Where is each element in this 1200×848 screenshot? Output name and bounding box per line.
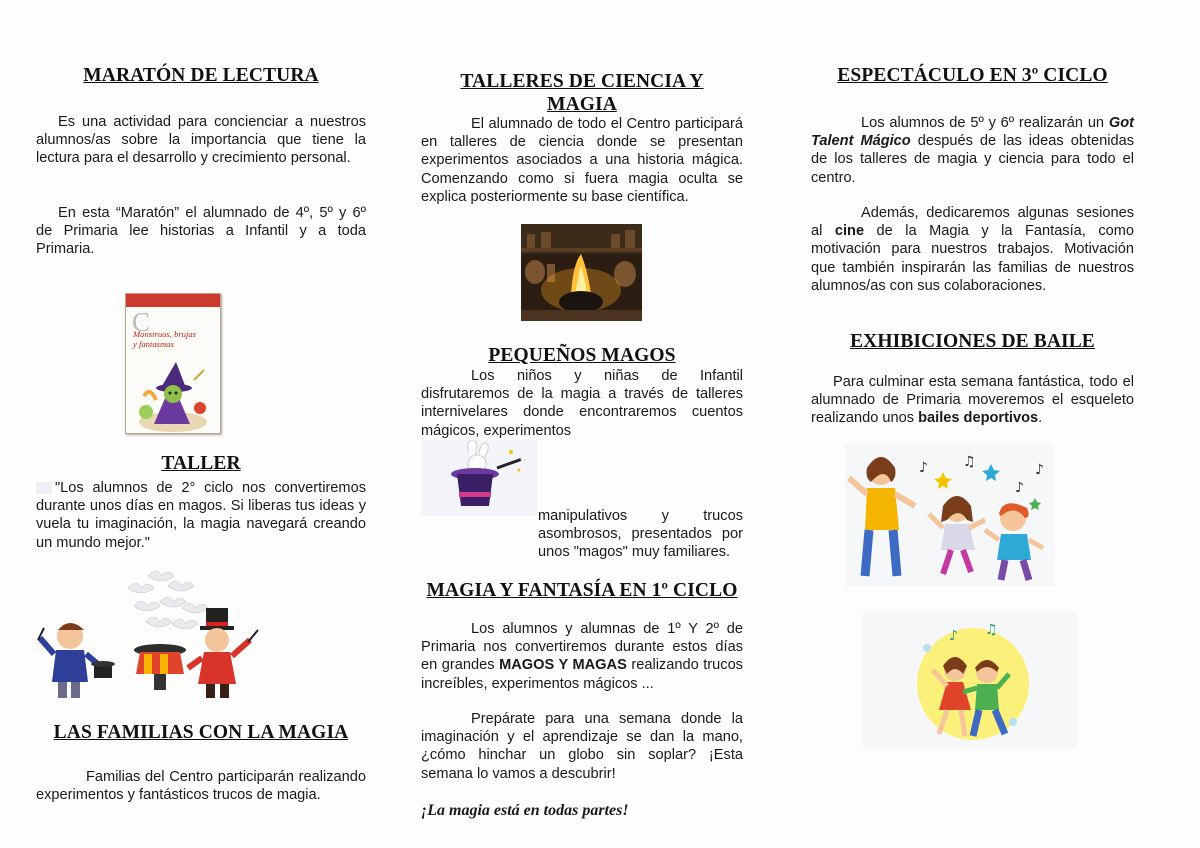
espectaculo-got-talent: Got Talent Mágico bbox=[811, 115, 1134, 150]
column-right bbox=[811, 0, 1134, 848]
espectaculo-paragraph-2 bbox=[811, 204, 1134, 295]
espectaculo-text-c: después de las ideas obtenidas de los talleres de magia y ciencia para todo el centro. bbox=[811, 133, 1134, 186]
svg-text:♫: ♫ bbox=[985, 622, 998, 638]
pequenos-paragraph-2: manipulativos y trucos asombrosos, presentados por unos "magos" muy familiares. bbox=[538, 508, 743, 561]
dancing-kids-image bbox=[845, 444, 1055, 586]
baile-text-a: Para culminar esta semana fantástica, todo el alumnado de Primaria moveremos el esqueleto realizando unos bbox=[811, 374, 1134, 427]
svg-text:♫: ♫ bbox=[963, 454, 976, 470]
ciclo1-text-c: realizando trucos increíbles, experimentos mágicos ... bbox=[421, 657, 743, 692]
familias-paragraph: Familias del Centro participarán realizando experimentos y fantásticos trucos de magia. bbox=[36, 769, 366, 804]
espectaculo-text-d: Además, dedicaremos algunas sesiones al bbox=[811, 205, 1134, 240]
espectaculo-bold-cine: cine bbox=[834, 223, 865, 240]
heading-espectaculo: ESPECTÁCULO EN 3º CICLO bbox=[837, 65, 1108, 86]
heading-pequenos: PEQUEÑOS MAGOS bbox=[488, 345, 676, 366]
column-left bbox=[36, 0, 366, 848]
svg-text:♪: ♪ bbox=[919, 460, 928, 476]
maraton-paragraph-2: En esta “Maratón” el alumnado de 4º, 5º y 6º de Primaria lee historias a Infantil y a toda Primaria. bbox=[36, 205, 366, 258]
magia-closing-line: ¡La magia está en todas partes! bbox=[421, 802, 629, 819]
heading-maraton: MARATÓN DE LECTURA bbox=[83, 65, 319, 86]
heading-familias: LAS FAMILIAS CON LA MAGIA bbox=[53, 722, 349, 743]
svg-text:♪: ♪ bbox=[1035, 462, 1044, 478]
magic-hat-rabbit-image bbox=[421, 440, 537, 516]
ciclo1-paragraph-1 bbox=[421, 620, 743, 693]
heading-talleres bbox=[421, 70, 743, 116]
heading-baile: EXHIBICIONES DE BAILE bbox=[850, 331, 1095, 352]
svg-text:♪: ♪ bbox=[1015, 480, 1024, 496]
book-cover-title bbox=[133, 330, 196, 349]
book-title-line-1: Monstruos, brujas bbox=[133, 329, 197, 339]
svg-text:♪: ♪ bbox=[949, 628, 958, 644]
espectaculo-paragraph-1 bbox=[811, 114, 1134, 187]
pequenos-paragraph-1: Los niños y niñas de Infantil disfrutaremos de la magia a través de talleres internivelares donde encontraremos cuentos mágicos, experimentos bbox=[421, 368, 743, 439]
baile-paragraph bbox=[811, 373, 1134, 428]
baile-bold-deportivos: bailes deportivos bbox=[918, 410, 1039, 427]
ciclo1-paragraph-2: Prepárate para una semana donde la imaginación y el aprendizaje se dan la mano, ¿cómo hinchar un globo sin soplar? ¡Esta semana lo vamos a descubrir! bbox=[421, 711, 743, 782]
dancing-couple-image bbox=[863, 612, 1077, 748]
book-cover-letter: C bbox=[132, 307, 151, 337]
book-cover-stripe bbox=[126, 294, 220, 307]
book-title-line-2: y fantasmas bbox=[133, 338, 174, 349]
column-middle bbox=[421, 0, 743, 848]
book-cover-image bbox=[125, 293, 221, 434]
ciclo1-text-a: Los alumnos y alumnas de 1º Y 2º de Primaria nos convertiremos durante estos días en grandes bbox=[421, 621, 743, 674]
witch-illustration bbox=[126, 356, 220, 434]
quote-decoration bbox=[36, 482, 52, 494]
ciclo1-bold-magos: MAGOS Y MAGAS bbox=[499, 657, 627, 674]
heading-taller: TALLER bbox=[161, 453, 241, 474]
taller-quote bbox=[36, 479, 366, 552]
maraton-paragraph-1: Es una actividad para concienciar a nuestros alumnos/as sobre la importancia que tiene la lectura para el desarrollo y crecimiento personal. bbox=[36, 114, 366, 167]
taller-quote-text: "Los alumnos de 2° ciclo nos convertiremos durante unos días en magos. Si liberas tus ideas y vuela tu imaginación, la magia navegará creando un mundo mejor." bbox=[36, 480, 366, 551]
magicians-illustration bbox=[36, 570, 276, 702]
heading-talleres-line-1: TALLERES DE CIENCIA Y bbox=[460, 71, 704, 92]
heading-talleres-line-2: MAGIA bbox=[547, 94, 617, 115]
talleres-paragraph: El alumnado de todo el Centro participará en talleres de ciencia donde se presentan experimentos asociados a una historia mágica. Comenzando como si fuera magia oculta se explica posteriormente su base científica. bbox=[421, 116, 743, 205]
baile-text-c: . bbox=[1038, 410, 1043, 427]
laboratory-cauldron-image bbox=[521, 224, 642, 321]
espectaculo-text-e: de la Magia y la Fantasía, como motivación para nuestros trabajos. Motivación que también inspirarán las familias de nuestros alumnos/as con sus colaboraciones. bbox=[811, 223, 1135, 294]
heading-ciclo1: MAGIA Y FANTASÍA EN 1º CICLO bbox=[426, 580, 738, 601]
espectaculo-text-a: Los alumnos de 5º y 6º realizarán un bbox=[861, 115, 1109, 131]
